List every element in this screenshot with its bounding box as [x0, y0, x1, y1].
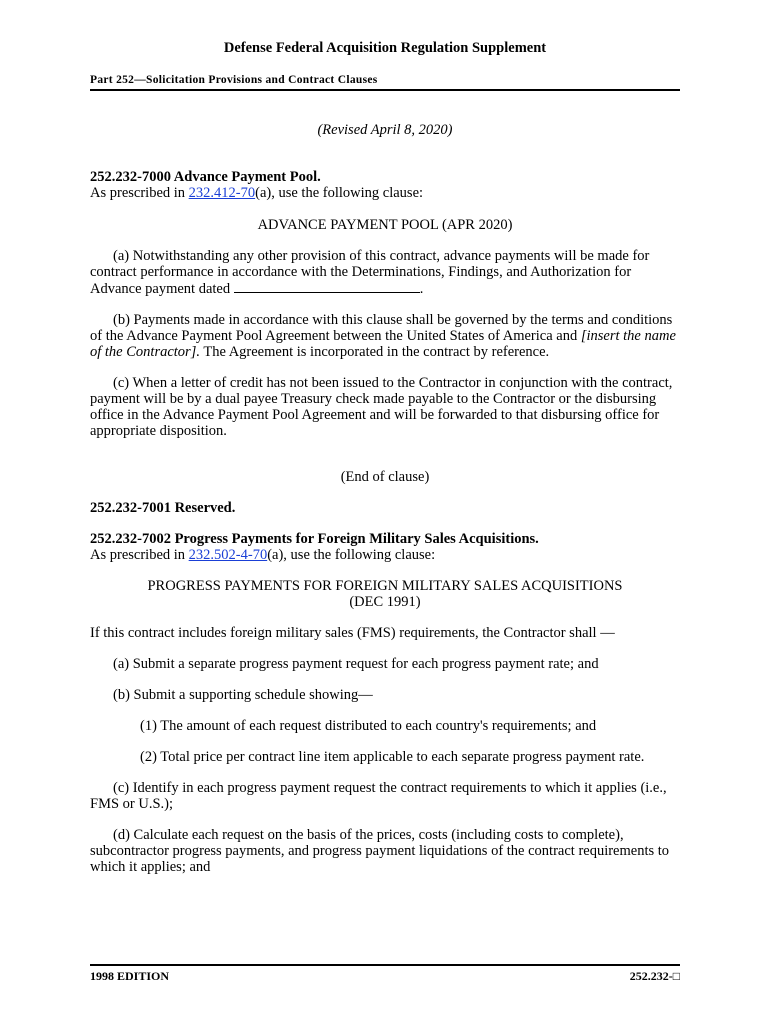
section-heading-7002: 252.232-7002 Progress Payments for Foreign Military Sales Acquisitions.: [90, 531, 539, 547]
prescription-text: As prescribed in: [90, 547, 189, 563]
prescription-7002: [90, 547, 680, 563]
footer-edition: 1998 EDITION: [90, 969, 170, 983]
paragraph-c-7002: (c) Identify in each progress payment request the contract requirements to which it applies (i.e., FMS or U.S.);: [90, 780, 667, 812]
clause-title-7002: PROGRESS PAYMENTS FOR FOREIGN MILITARY SALES ACQUISITIONS: [147, 578, 623, 594]
paragraph-text: (b) Payments made in accordance with this clause shall be governed by the terms and conditions of the Advance Payment Pool Agreement between the United States of America and: [90, 312, 673, 344]
date-blank-line: [234, 280, 420, 293]
section-heading-7001: 252.232-7001 Reserved.: [90, 500, 236, 516]
document-body: [90, 122, 680, 875]
prescription-text: (a), use the following clause:: [267, 547, 436, 563]
paragraph-b2-7002: (2) Total price per contract line item applicable to each separate progress payment rate.: [140, 749, 645, 765]
prescription-7000: [90, 185, 680, 201]
paragraph-b-7000: [90, 312, 680, 360]
footer-rule: [90, 964, 680, 966]
paragraph-text: .: [419, 281, 424, 297]
intro-7002: If this contract includes foreign military sales (FMS) requirements, the Contractor shall —: [90, 625, 615, 641]
contractor-placeholder: [insert the name of the Contractor].: [90, 328, 676, 360]
paragraph-b1-7002: (1) The amount of each request distributed to each country's requirements; and: [140, 718, 597, 734]
section-heading-7000: 252.232-7000 Advance Payment Pool.: [90, 169, 321, 185]
prescription-text: (a), use the following clause:: [255, 185, 424, 201]
clause-date-7002: (DEC 1991): [349, 594, 421, 610]
part-heading: Part 252—Solicitation Provisions and Contract Clauses: [90, 74, 378, 86]
reference-link-232-502-4-70[interactable]: 232.502-4-70: [188, 547, 268, 563]
revision-date: (Revised April 8, 2020): [317, 122, 453, 138]
paragraph-b-7002: (b) Submit a supporting schedule showing—: [113, 687, 373, 703]
paragraph-c-7000: (c) When a letter of credit has not been issued to the Contractor in conjunction with the contract, payment will be by a dual payee Treasury check made payable to the Contractor or the disbursing office in the Advance Payment Pool Agreement and will be forwarded to that disbursing office for appropriate disposition.: [90, 375, 673, 439]
footer-page-number: 252.232-□: [629, 969, 680, 983]
paragraph-text: The Agreement is incorporated in the contract by reference.: [199, 344, 550, 360]
paragraph-text: (a) Notwithstanding any other provision of this contract, advance payments will be made for contract performance in accordance with the Determinations, Findings, and Authorization for Advance payment dated: [90, 248, 650, 297]
reference-link-232-412-70[interactable]: 232.412-70: [188, 185, 256, 201]
paragraph-a-7002: (a) Submit a separate progress payment request for each progress payment rate; and: [113, 656, 599, 672]
end-of-clause: (End of clause): [340, 469, 430, 485]
paragraph-a-7000: [90, 248, 680, 297]
paragraph-d-7002: (d) Calculate each request on the basis of the prices, costs (including costs to complete), subcontractor progress payments, and progress payment liquidations of the contract requirements to which it applies; and: [90, 827, 670, 875]
document-title: Defense Federal Acquisition Regulation Supplement: [223, 40, 547, 56]
prescription-text: As prescribed in: [90, 185, 189, 201]
header-rule: [90, 89, 680, 91]
clause-title-7000: ADVANCE PAYMENT POOL (APR 2020): [257, 217, 513, 233]
